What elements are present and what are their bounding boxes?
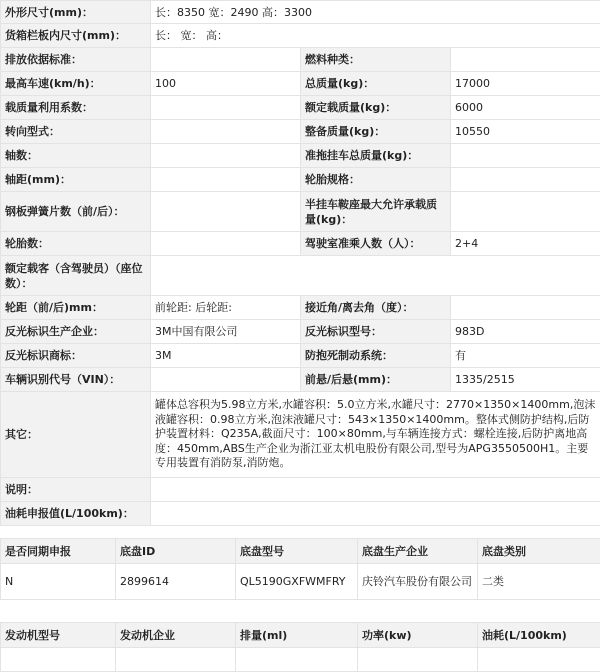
rated-load-value: 6000	[451, 96, 600, 120]
saddle-label: 半挂车鞍座最大允许承载质量(kg)：	[301, 192, 451, 232]
reflector-model-label: 反光标识型号：	[301, 320, 451, 344]
engine-cell	[236, 648, 358, 672]
emission-label: 排放依据标准：	[1, 48, 151, 72]
abs-value: 有	[451, 344, 600, 368]
axles-label: 轴数：	[1, 144, 151, 168]
fuel-label: 燃料种类：	[301, 48, 451, 72]
load-coef-value	[151, 96, 301, 120]
chassis-header-cell: 是否同期申报	[1, 539, 116, 564]
engine-header-cell: 发动机型号	[1, 623, 116, 648]
maxspeed-value: 100	[151, 72, 301, 96]
chassis-cell: QL5190GXFWMFRY	[236, 564, 358, 600]
total-mass-label: 总质量(kg)：	[301, 72, 451, 96]
fuel-consumption-value	[151, 502, 600, 526]
dims-value: 长：8350 宽：2490 高：3300	[151, 1, 600, 24]
other-value: 罐体总容积为5.98立方米,水罐容积：5.0立方米,水罐尺寸：2770×1350×1400mm,泡沫液罐容积：0.98立方米,泡沫液罐尺寸：543×1350×1400mm。整体式侧防护结构,后防护装置材料：Q235A,截面尺寸：100×80mm,与车辆连接方式：螺栓连接,后防护离地高度：450mm,ABS生产企业为浙江亚太机电股份有限公司,型号为APG3550500H1。主要专用装置有消防泵,消防炮。	[151, 392, 600, 478]
wheels-label: 轮胎数：	[1, 232, 151, 256]
maxspeed-label: 最高车速(km/h)：	[1, 72, 151, 96]
wheelbase-value	[151, 168, 301, 192]
engine-cell	[358, 648, 478, 672]
wheels-value	[151, 232, 301, 256]
chassis-header-cell: 底盘类别	[478, 539, 600, 564]
table-row	[1, 564, 600, 600]
reflector-maker-label: 反光标识生产企业：	[1, 320, 151, 344]
cargo-value: 长： 宽： 高：	[151, 24, 600, 48]
curb-mass-label: 整备质量(kg)：	[301, 120, 451, 144]
other-label: 其它：	[1, 392, 151, 478]
chassis-header-cell: 底盘生产企业	[358, 539, 478, 564]
reflector-maker-value: 3M中国有限公司	[151, 320, 301, 344]
trailer-mass-value	[451, 144, 600, 168]
angles-label: 接近角/离去角（度）：	[301, 296, 451, 320]
engine-header-cell: 功率(kw)	[358, 623, 478, 648]
fuel-consumption-label: 油耗申报值(L/100km)：	[1, 502, 151, 526]
steering-label: 转向型式：	[1, 120, 151, 144]
springs-label: 钢板弹簧片数（前/后）：	[1, 192, 151, 232]
steering-value	[151, 120, 301, 144]
total-mass-value: 17000	[451, 72, 600, 96]
chassis-header-row	[1, 539, 600, 564]
vin-label: 车辆识别代号（VIN）：	[1, 368, 151, 392]
springs-value	[151, 192, 301, 232]
tire-value	[451, 168, 600, 192]
cab-seats-label: 驾驶室准乘人数（人）：	[301, 232, 451, 256]
passengers-label: 额定载客（含驾驶员）（座位数）：	[1, 256, 151, 296]
note-value	[151, 478, 600, 502]
abs-label: 防抱死制动系统：	[301, 344, 451, 368]
chassis-cell: 二类	[478, 564, 600, 600]
engine-cell	[478, 648, 600, 672]
passengers-value	[151, 256, 600, 296]
chassis-header-cell: 底盘ID	[116, 539, 236, 564]
chassis-table	[0, 538, 600, 600]
axles-value	[151, 144, 301, 168]
overhang-label: 前悬/后悬(mm)：	[301, 368, 451, 392]
engine-header-cell: 油耗(L/100km)	[478, 623, 600, 648]
note-label: 说明：	[1, 478, 151, 502]
track-value: 前轮距: 后轮距:	[151, 296, 301, 320]
cargo-label: 货箱栏板内尺寸(mm)：	[1, 24, 151, 48]
reflector-brand-value: 3M	[151, 344, 301, 368]
chassis-cell: N	[1, 564, 116, 600]
saddle-value	[451, 192, 600, 232]
overhang-value: 1335/2515	[451, 368, 600, 392]
chassis-header-cell: 底盘型号	[236, 539, 358, 564]
table-row	[1, 648, 600, 672]
angles-value	[451, 296, 600, 320]
dims-label: 外形尺寸(mm)：	[1, 1, 151, 24]
track-label: 轮距（前/后)mm：	[1, 296, 151, 320]
wheelbase-label: 轴距(mm)：	[1, 168, 151, 192]
rated-load-label: 额定载质量(kg)：	[301, 96, 451, 120]
engine-header-cell: 发动机企业	[116, 623, 236, 648]
emission-value	[151, 48, 301, 72]
fuel-value	[451, 48, 600, 72]
load-coef-label: 载质量利用系数：	[1, 96, 151, 120]
engine-table	[0, 622, 600, 672]
cab-seats-value: 2+4	[451, 232, 600, 256]
reflector-brand-label: 反光标识商标：	[1, 344, 151, 368]
engine-cell	[1, 648, 116, 672]
trailer-mass-label: 准拖挂车总质量(kg)：	[301, 144, 451, 168]
chassis-cell: 2899614	[116, 564, 236, 600]
engine-cell	[116, 648, 236, 672]
tire-label: 轮胎规格：	[301, 168, 451, 192]
engine-header-cell: 排量(ml)	[236, 623, 358, 648]
vin-value	[151, 368, 301, 392]
chassis-cell: 庆铃汽车股份有限公司	[358, 564, 478, 600]
curb-mass-value: 10550	[451, 120, 600, 144]
reflector-model-value: 983D	[451, 320, 600, 344]
engine-header-row	[1, 623, 600, 648]
